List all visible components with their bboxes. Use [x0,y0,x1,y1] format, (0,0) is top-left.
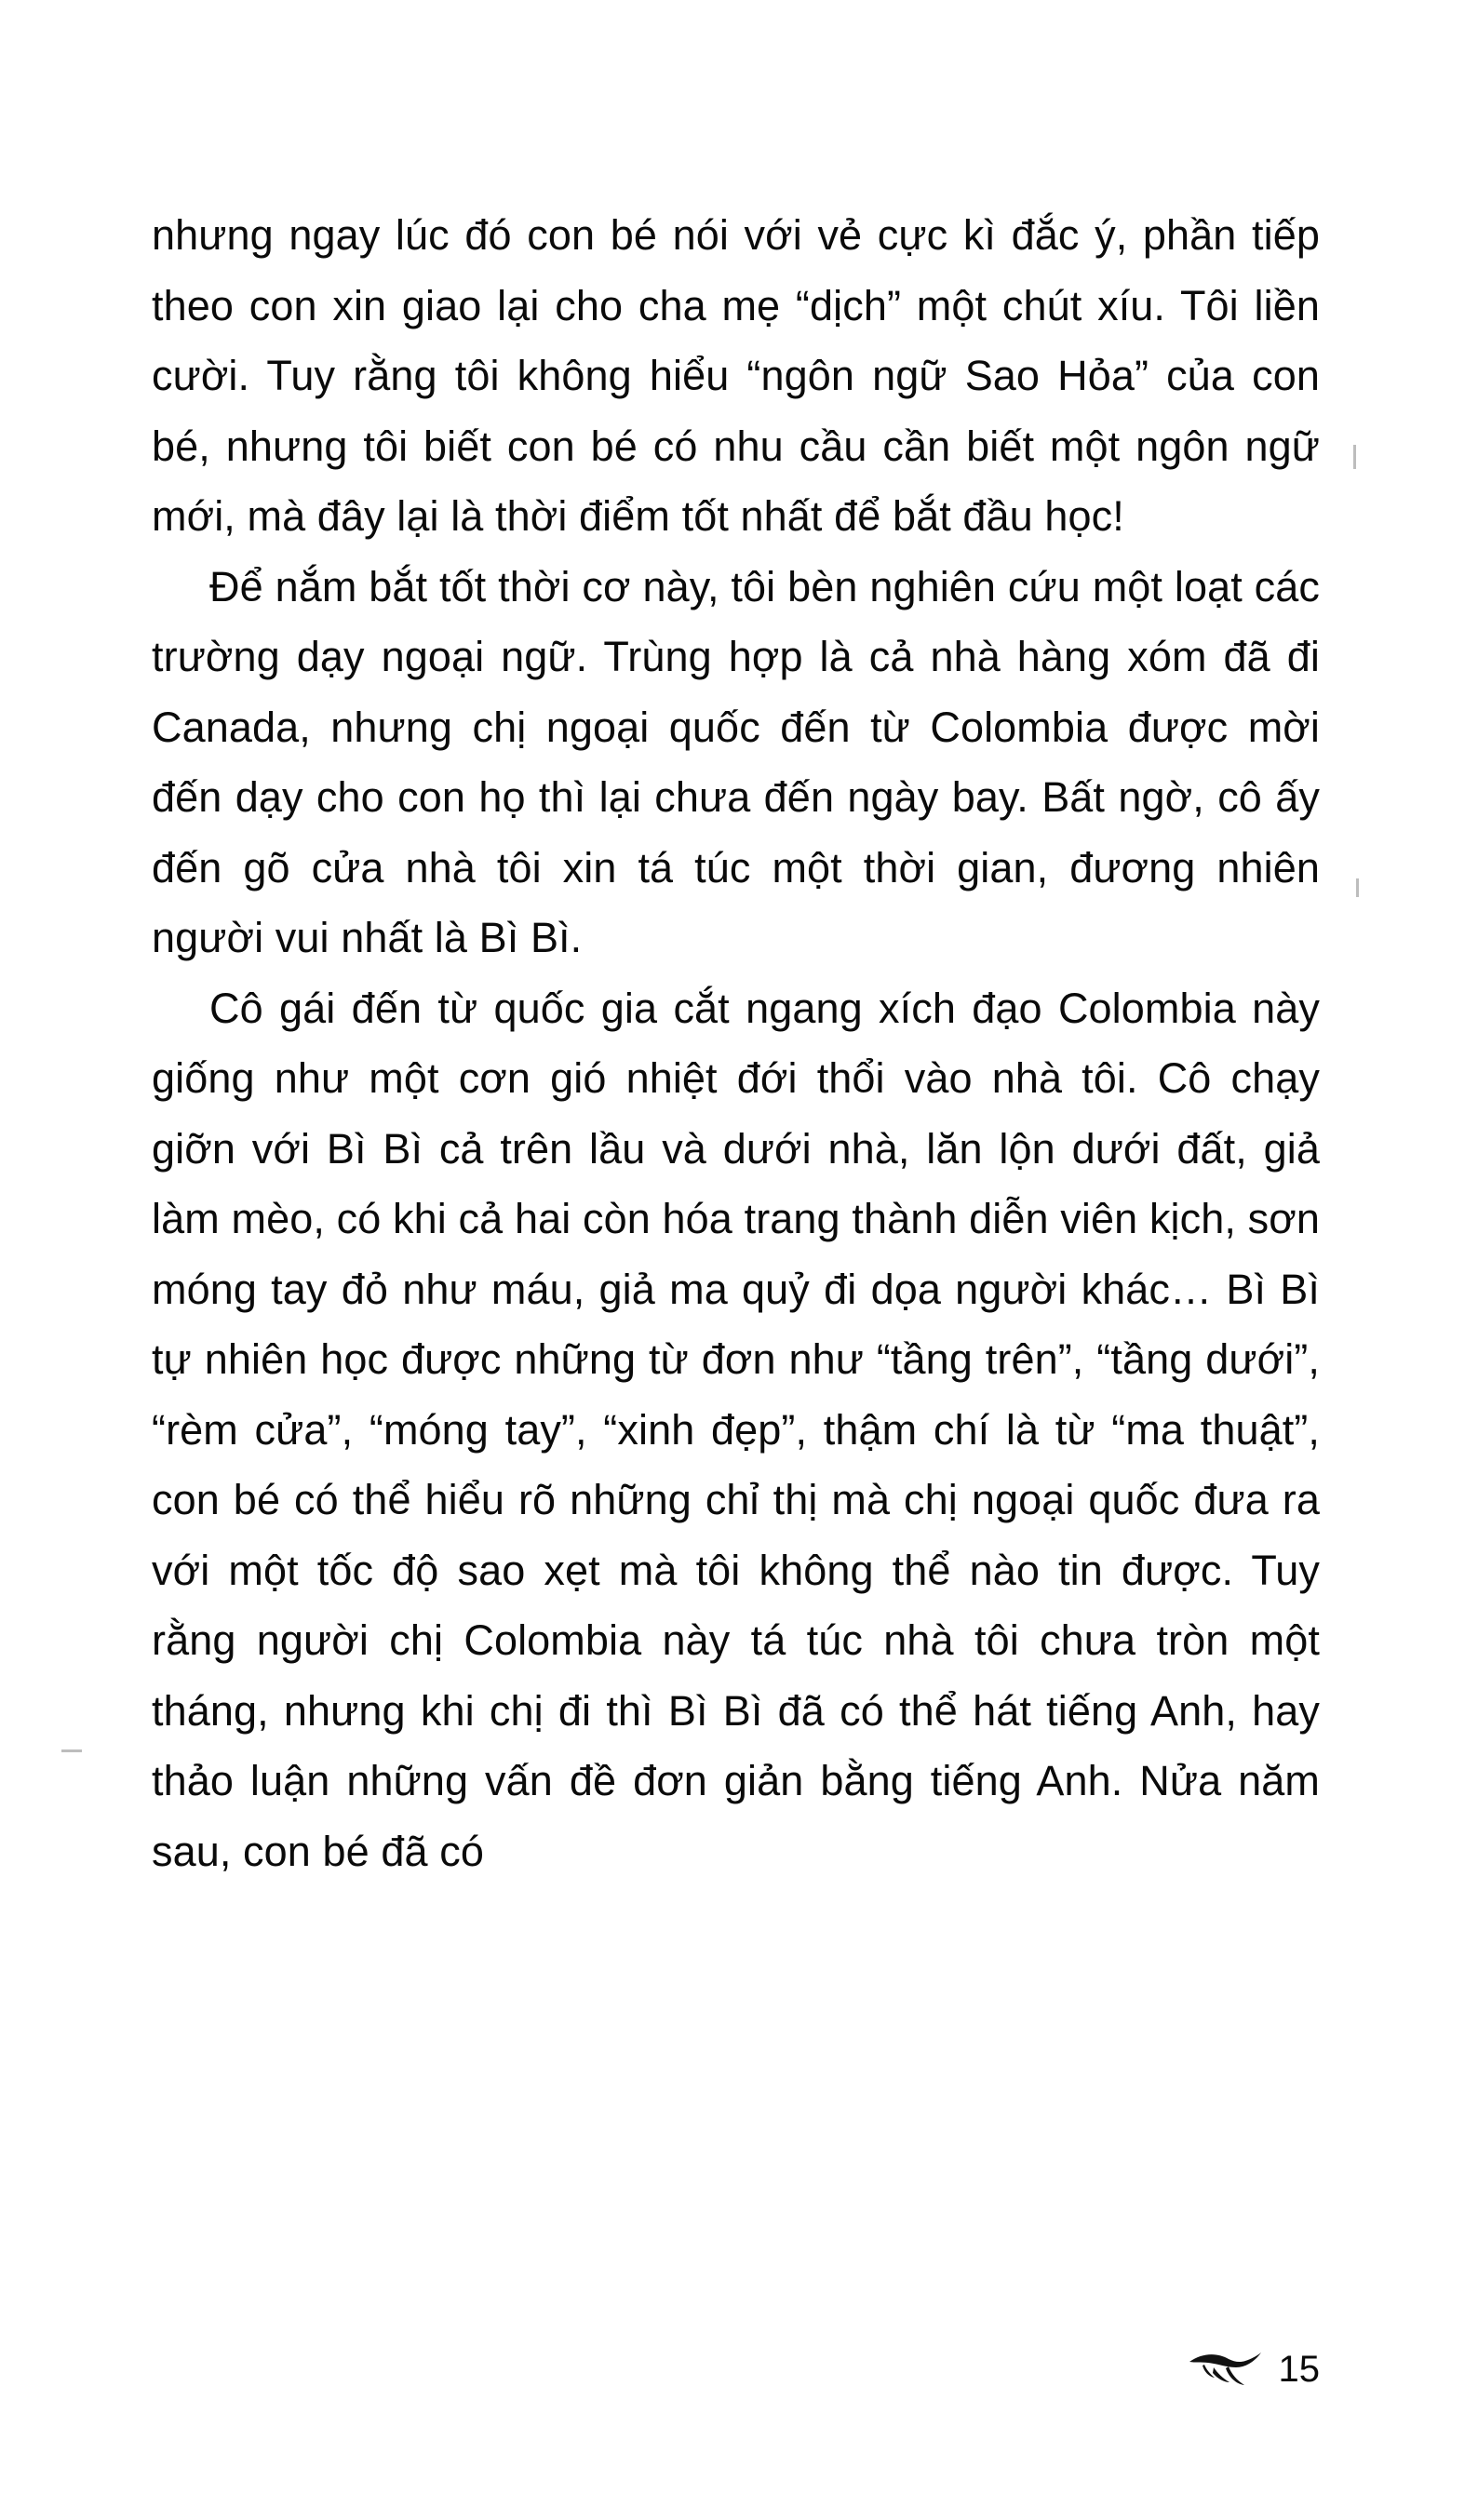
paragraph-1: nhưng ngay lúc đó con bé nói với vẻ cực kì đắc ý, phần tiếp theo con xin giao lại cho cha mẹ “dịch” một chút xíu. Tôi liền cười. Tuy rằng tôi không hiểu “ngôn ngữ Sao Hỏa” của con bé, nhưng tôi biết con bé có nhu cầu cần biết một ngôn ngữ mới, mà đây lại là thời điểm tốt nhất để bắt đầu học! [152,211,1320,540]
page-edge-mark-right-top [1353,445,1356,469]
body-text-column [152,200,1320,1886]
page-footer [0,2325,1478,2390]
paragraph-3: Cô gái đến từ quốc gia cắt ngang xích đạo Colombia này giống như một cơn gió nhiệt đới thổi vào nhà tôi. Cô chạy giỡn với Bì Bì cả trên lầu và dưới nhà, lăn lộn dưới đất, giả làm mèo, có khi cả hai còn hóa trang thành diễn viên kịch, sơn móng tay đỏ như máu, giả ma quỷ đi dọa người khác… Bì Bì tự nhiên học được những từ đơn như “tầng trên”, “tầng dưới”, “rèm cửa”, “móng tay”, “xinh đẹp”, thậm chí là từ “ma thuật”, con bé có thể hiểu rõ những chỉ thị mà chị ngoại quốc đưa ra với một tốc độ sao xẹt mà tôi không thể nào tin được. Tuy rằng người chị Colombia này tá túc nhà tôi chưa tròn một tháng, nhưng khi chị đi thì Bì Bì đã có thể hát tiếng Anh, hay thảo luận những vấn đề đơn giản bằng tiếng Anh. Nửa năm sau, con bé đã có [152,984,1320,1875]
page-edge-mark-left [61,1749,82,1752]
paragraph-2: Để nắm bắt tốt thời cơ này, tôi bèn nghiên cứu một loạt các trường dạy ngoại ngữ. Trùng hợp là cả nhà hàng xóm đã đi Canada, nhưng chị ngoại quốc đến từ Colombia được mời đến dạy cho con họ thì lại chưa đến ngày bay. Bất ngờ, cô ấy đến gõ cửa nhà tôi xin tá túc một thời gian, đương nhiên người vui nhất là Bì Bì. [152,562,1320,961]
footer-inner [1186,2347,1321,2390]
flourish-ornament-icon [1186,2347,1264,2390]
page-edge-mark-right-bottom [1356,878,1359,897]
page-number: 15 [1278,2349,1320,2390]
